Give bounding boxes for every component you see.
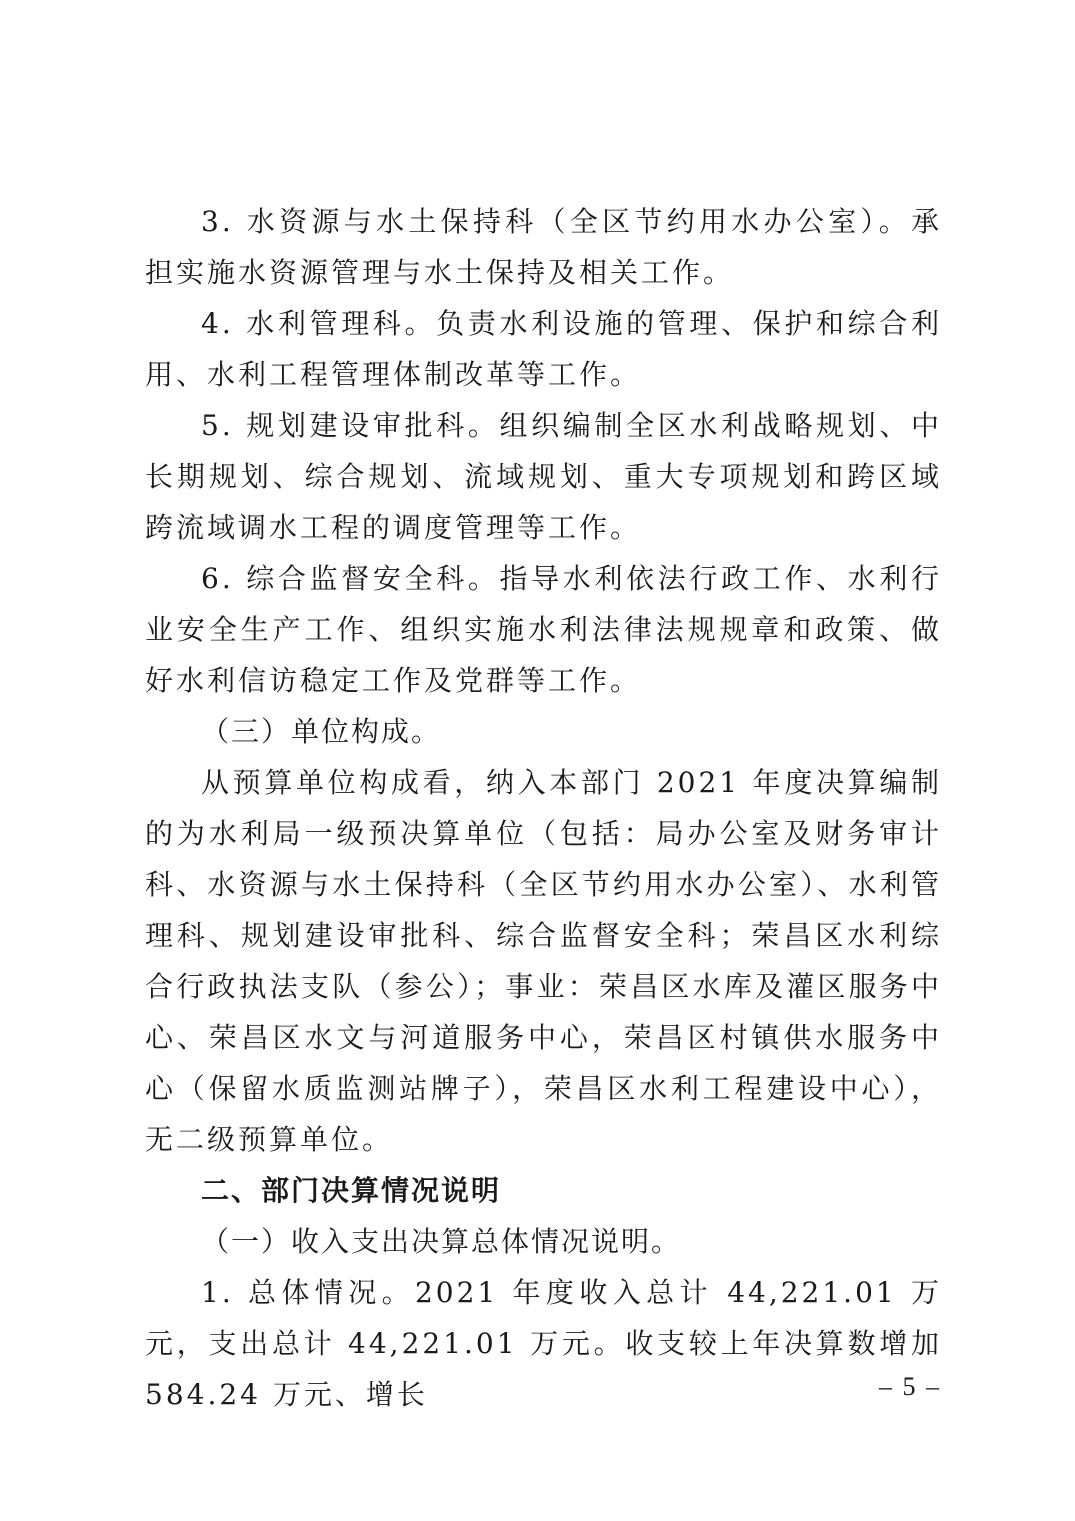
- subheading-unit-composition: （三）单位构成。: [201, 715, 442, 748]
- paragraph-supervision-safety-section: 6. 综合监督安全科。指导水利依法行政工作、水利行业安全生产工作、组织实施水利法律法规规章和政策、做好水利信访稳定工作及党群等工作。: [145, 562, 942, 697]
- page-number: – 5 –: [879, 1372, 941, 1401]
- paragraph-unit-composition: 从预算单位构成看，纳入本部门 2021 年度决算编制的为水利局一级预决算单位（包括：局办公室及财务审计科、水资源与水土保持科（全区节约用水办公室）、水利管理科、规划建设审批科、综合监督安全科；荣昌区水利综合行政执法支队（参公）；事业：荣昌区水库及灌区服务中心、荣昌区水文与河道服务中心，荣昌区村镇供水服务中心（保留水质监测站牌子），荣昌区水利工程建设中心），无二级预算单位。: [145, 766, 942, 1156]
- paragraph-planning-approval-section: 5. 规划建设审批科。组织编制全区水利战略规划、中长期规划、综合规划、流域规划、重大专项规划和跨区域跨流域调水工程的调度管理等工作。: [145, 409, 942, 544]
- subheading-overall-income-expenditure: （一）收入支出决算总体情况说明。: [201, 1225, 682, 1258]
- document-body: [145, 196, 942, 1420]
- section-heading-final-accounts: 二、部门决算情况说明: [201, 1174, 502, 1207]
- paragraph-water-management-section: 4. 水利管理科。负责水利设施的管理、保护和综合利用、水利工程管理体制改革等工作。: [145, 307, 942, 391]
- paragraph-overall-situation: 1. 总体情况。2021 年度收入总计 44,221.01 万元，支出总计 44,221.01 万元。收支较上年决算数增加 584.24 万元、增长: [145, 1276, 942, 1411]
- paragraph-water-resources-section: 3. 水资源与水土保持科（全区节约用水办公室）。承担实施水资源管理与水土保持及相关工作。: [145, 205, 942, 289]
